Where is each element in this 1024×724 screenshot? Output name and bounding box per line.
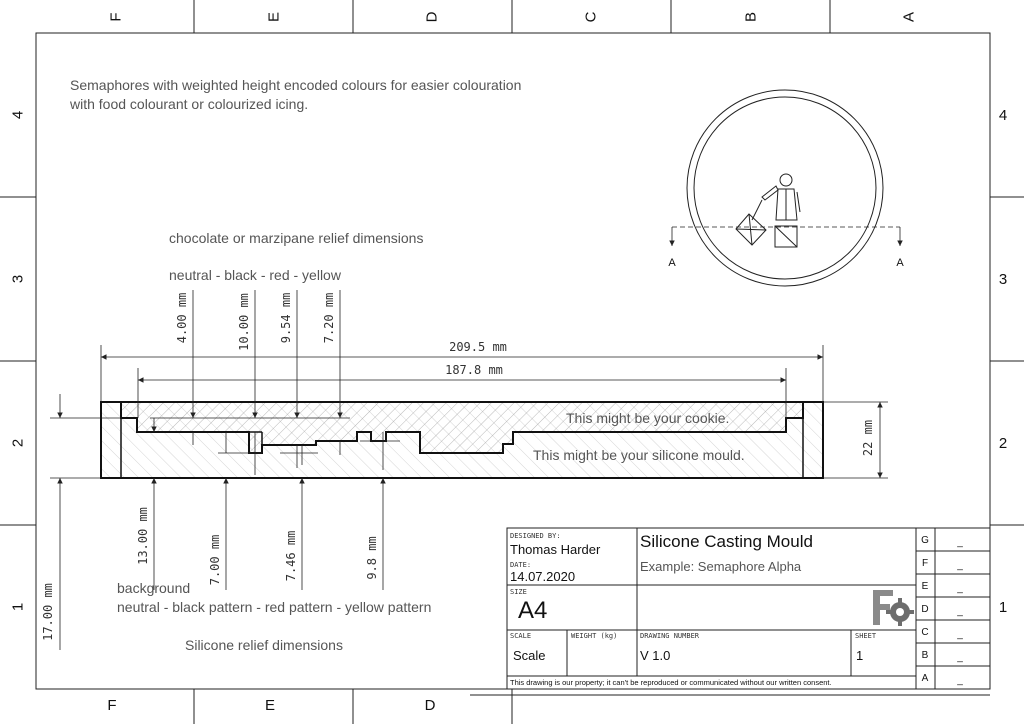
dim-label: 9.8 mm	[365, 536, 379, 580]
revision-letter: A	[921, 673, 929, 684]
zone-row-label: 4	[9, 110, 27, 120]
mould-label: This might be your silicone mould.	[533, 447, 745, 463]
zone-row-label: 1	[9, 602, 27, 612]
title-block	[470, 528, 990, 724]
weight-label: WEIGHT (kg)	[571, 632, 618, 640]
pattern-label: neutral - black pattern - red pattern - yellow pattern	[117, 599, 432, 615]
size-value: A4	[518, 597, 548, 624]
revision-letter: B	[921, 650, 929, 661]
zone-col-label: E	[264, 697, 276, 714]
revision-mark: _	[957, 652, 963, 663]
date-label: DATE:	[510, 561, 532, 569]
zone-row-label: 3	[998, 271, 1008, 288]
zone-row-label: 1	[998, 599, 1008, 616]
zone-col-label: C	[582, 11, 600, 23]
silicone-relief-label: Silicone relief dimensions	[185, 637, 343, 653]
revision-mark: _	[957, 560, 963, 571]
dim-label: 7.20 mm	[322, 292, 336, 344]
designer-name: Thomas Harder	[510, 542, 601, 557]
dim-label: 13.00 mm	[136, 507, 150, 565]
revision-letter: E	[921, 581, 929, 592]
zone-col-label: F	[107, 12, 125, 22]
dim-label: 209.5 mm	[449, 340, 507, 354]
drawing-number-label: DRAWING NUMBER	[640, 632, 700, 640]
dim-label: 187.8 mm	[445, 363, 503, 377]
dim-label: 9.54 mm	[279, 292, 293, 344]
drawing-title: Silicone Casting Mould	[640, 532, 813, 551]
relief-colors: neutral - black - red - yellow	[169, 267, 341, 283]
dim-label: 22 mm	[861, 419, 875, 457]
semaphore-figure-icon	[736, 174, 800, 247]
background-label: background	[117, 580, 191, 596]
revision-mark: _	[957, 583, 963, 594]
zone-col-label: D	[423, 11, 441, 23]
sheet-label: SHEET	[855, 632, 877, 640]
date-value: 14.07.2020	[510, 569, 576, 584]
revision-mark: _	[957, 629, 963, 640]
revision-letter: D	[921, 604, 929, 615]
cookie-label: This might be your cookie.	[566, 410, 730, 426]
scale-label: SCALE	[510, 632, 532, 640]
size-label: SIZE	[510, 588, 527, 596]
dim-label: 10.00 mm	[237, 293, 251, 351]
zone-row-label: 2	[9, 438, 27, 448]
revision-letter: G	[921, 535, 929, 546]
zone-col-label: B	[742, 11, 760, 23]
dim-label: 4.00 mm	[175, 292, 189, 344]
zone-row-label: 4	[998, 107, 1008, 124]
drawing-subtitle: Example: Semaphore Alpha	[640, 559, 802, 574]
dim-label: 17.00 mm	[41, 583, 55, 641]
zone-col-label: F	[107, 697, 117, 714]
revision-mark: _	[957, 606, 963, 617]
relief-heading: chocolate or marzipane relief dimensions	[169, 230, 424, 246]
section-view	[668, 90, 904, 286]
section-label-left: A	[668, 257, 676, 269]
zone-col-label: D	[424, 697, 436, 714]
revision-letter: F	[921, 558, 929, 569]
revision-mark: _	[957, 537, 963, 548]
footer-notice: This drawing is our property; it can't be reproduced or communicated without our written consent.	[510, 678, 832, 687]
zone-col-label: A	[900, 11, 918, 23]
zone-row-label: 2	[998, 435, 1008, 452]
zone-row-label: 3	[9, 274, 27, 284]
drawing-number: V 1.0	[640, 648, 671, 663]
dim-label: 7.00 mm	[208, 534, 222, 586]
designed-by-label: DESIGNED BY:	[510, 532, 561, 540]
dim-label: 7.46 mm	[284, 530, 298, 582]
revision-mark: _	[957, 675, 963, 686]
description-text: Semaphores with weighted height encoded colours for easier colouration	[70, 77, 522, 93]
zone-col-label: E	[265, 11, 283, 23]
scale-value: Scale	[513, 648, 546, 663]
cross-section	[101, 402, 823, 478]
zone-labels-bottom	[107, 697, 435, 714]
description-text: with food colourant or colourized icing.	[70, 96, 309, 112]
freecad-logo-icon	[873, 590, 914, 626]
section-label-right: A	[896, 257, 904, 269]
sheet-value: 1	[856, 648, 864, 663]
revision-letter: C	[921, 627, 929, 638]
